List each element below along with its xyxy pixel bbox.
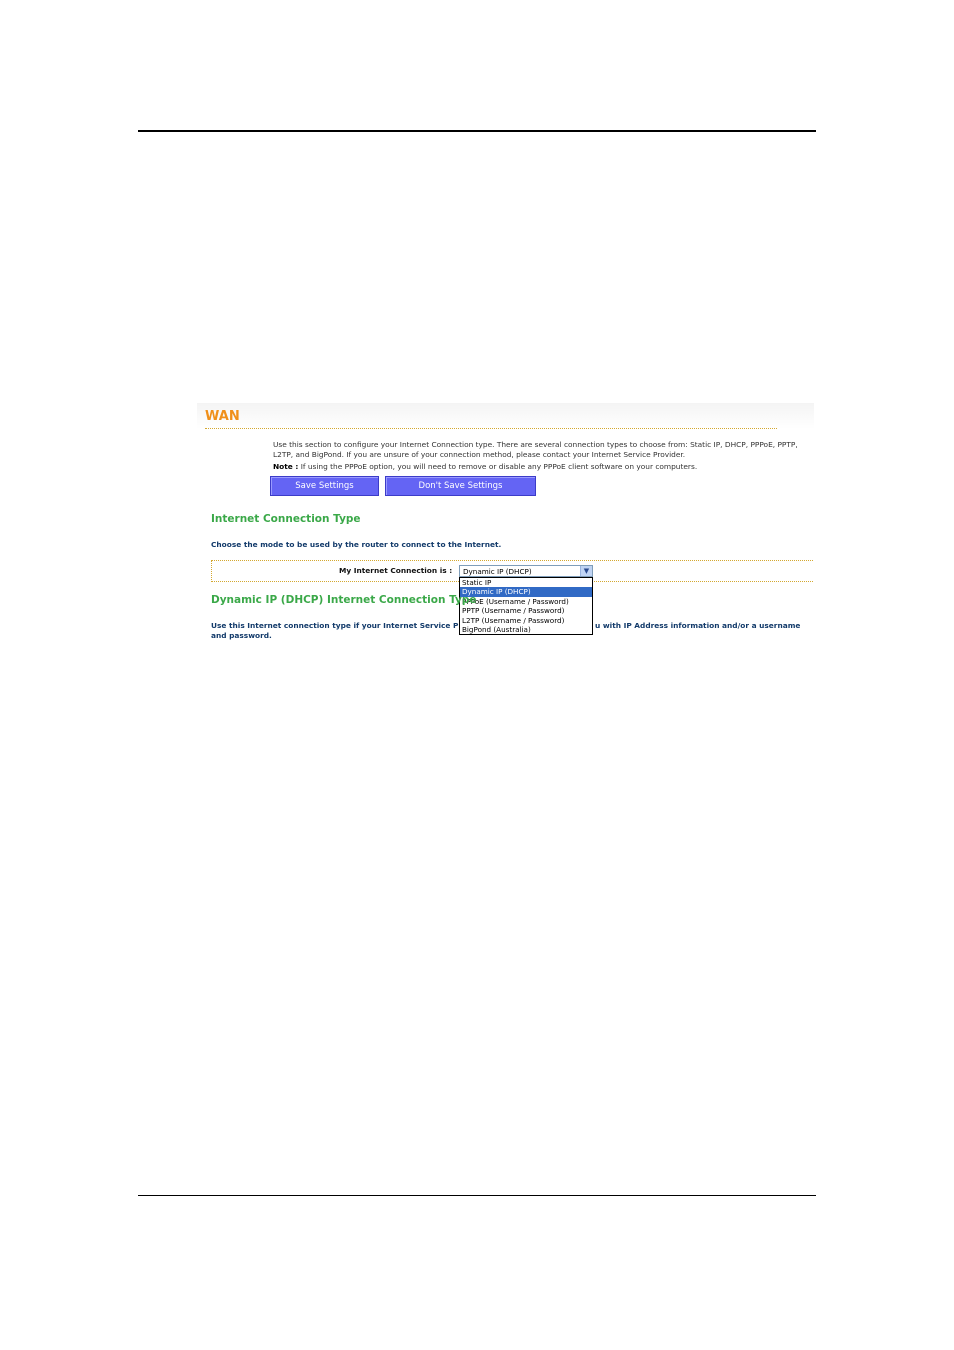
save-settings-button[interactable]: Save Settings bbox=[270, 476, 379, 496]
dhcp-description bbox=[211, 621, 811, 641]
option-static-ip[interactable]: Static IP bbox=[462, 578, 492, 587]
title-divider bbox=[205, 428, 777, 429]
dhcp-text-part1: Use this Internet connection type if your Internet Service P bbox=[211, 621, 459, 630]
wan-panel bbox=[197, 403, 814, 645]
dhcp-text-part3: and password. bbox=[211, 631, 272, 640]
note-text bbox=[273, 462, 813, 472]
option-bigpond[interactable]: BigPond (Australia) bbox=[462, 624, 531, 634]
option-pppoe[interactable]: PPPoE (Username / Password) bbox=[462, 596, 569, 606]
dhcp-section-title: Dynamic IP (DHCP) Internet Connection Type bbox=[211, 594, 477, 606]
option-pptp[interactable]: PPTP (Username / Password) bbox=[462, 606, 565, 616]
page-title: WAN bbox=[205, 409, 240, 424]
option-l2tp[interactable]: L2TP (Username / Password) bbox=[462, 615, 565, 625]
connection-type-description: Choose the mode to be used by the router to connect to the Internet. bbox=[211, 540, 502, 549]
chevron-down-icon[interactable]: ▼ bbox=[580, 566, 592, 576]
panel-header bbox=[197, 403, 814, 429]
connection-type-select[interactable] bbox=[459, 565, 593, 577]
note-label: Note : bbox=[273, 462, 299, 471]
dhcp-text-part2: u with IP Address information and/or a username bbox=[595, 621, 801, 630]
page-top-rule bbox=[138, 130, 816, 132]
note-body: If using the PPPoE option, you will need to remove or disable any PPPoE client software on your computers. bbox=[298, 462, 698, 471]
dont-save-settings-button[interactable]: Don't Save Settings bbox=[385, 476, 536, 496]
connection-label: My Internet Connection is : bbox=[339, 566, 453, 575]
intro-text: Use this section to configure your Internet Connection type. There are several connection types to choose from: Static IP, DHCP, PPPoE, PPTP, L2TP, and BigPond. If you are unsure of your connection method, please contact your Internet Service Provider. bbox=[273, 440, 798, 459]
connection-type-title: Internet Connection Type bbox=[211, 513, 361, 525]
selected-value: Dynamic IP (DHCP) bbox=[463, 567, 532, 576]
page-bottom-rule bbox=[138, 1195, 816, 1196]
option-dynamic-ip[interactable]: Dynamic IP (DHCP) bbox=[460, 587, 592, 596]
